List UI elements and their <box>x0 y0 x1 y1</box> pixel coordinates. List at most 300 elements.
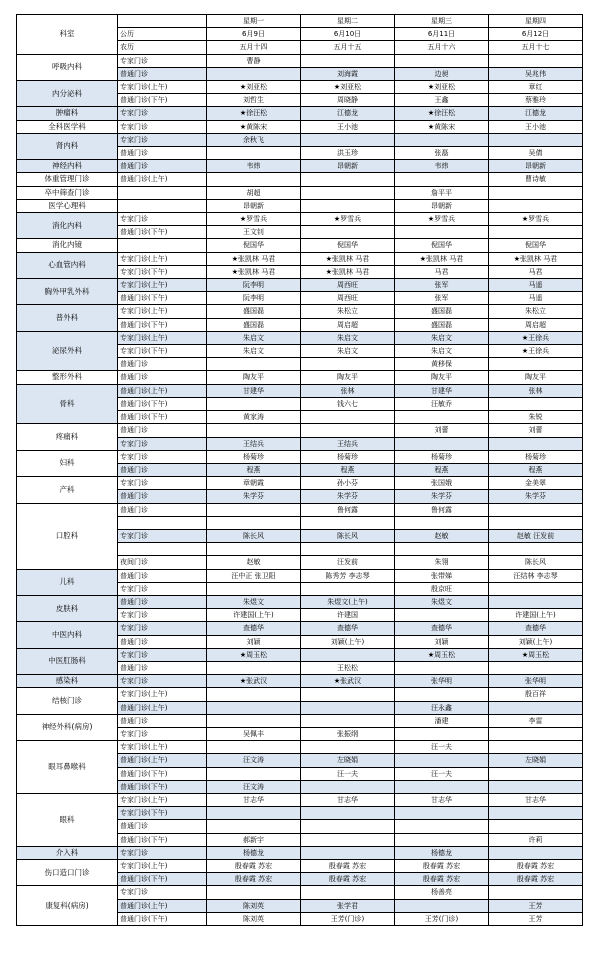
clinic-type <box>118 186 207 199</box>
doctor-cell: 鲁何露 <box>395 503 489 516</box>
lunar-date: 五月十四 <box>207 41 301 54</box>
doctor-cell: 曹静 <box>207 54 301 67</box>
doctor-cell: 朱学芬 <box>395 490 489 503</box>
clinic-type: 普通门诊 <box>118 503 207 516</box>
doctor-cell: 朱学芬 <box>207 490 301 503</box>
doctor-cell <box>301 886 395 899</box>
doctor-cell: 张林 <box>301 384 395 397</box>
doctor-cell: 盛国磊 <box>395 305 489 318</box>
schedule-row <box>17 793 583 806</box>
doctor-cell: 张华明 <box>489 675 583 688</box>
doctor-cell: 陶友平 <box>301 371 395 384</box>
doctor-cell <box>489 543 583 556</box>
department-name: 口腔科 <box>17 503 118 569</box>
doctor-cell: 昂朝新 <box>395 199 489 212</box>
department-name: 神经外科(病房) <box>17 714 118 740</box>
doctor-cell: 钱六七 <box>301 397 395 410</box>
doctor-cell: 陶友平 <box>207 371 301 384</box>
doctor-cell <box>489 820 583 833</box>
doctor-cell: 黄家涛 <box>207 411 301 424</box>
doctor-cell: 张林 <box>489 384 583 397</box>
schedule-row <box>17 199 583 212</box>
doctor-cell <box>207 807 301 820</box>
schedule-page <box>16 14 582 926</box>
doctor-cell: 胡超 <box>207 186 301 199</box>
department-name: 疼痛科 <box>17 424 118 450</box>
doctor-cell <box>489 226 583 239</box>
clinic-type: 专家门诊(上午) <box>118 688 207 701</box>
schedule-row <box>17 569 583 582</box>
doctor-cell: 朱翎 <box>395 556 489 569</box>
doctor-cell: 朱启文 <box>301 331 395 344</box>
clinic-type: 专家门诊 <box>118 886 207 899</box>
schedule-row <box>17 186 583 199</box>
header-row-weekday <box>17 15 583 28</box>
doctor-cell: 程燕 <box>395 463 489 476</box>
doctor-cell <box>489 595 583 608</box>
doctor-cell: 程燕 <box>489 463 583 476</box>
doctor-cell: 周西旺 <box>301 292 395 305</box>
doctor-cell <box>489 199 583 212</box>
doctor-cell: 朱煜文 <box>207 595 301 608</box>
doctor-cell <box>395 661 489 674</box>
doctor-cell: ★张凯林 马君 <box>301 265 395 278</box>
doctor-cell: 王结兵 <box>207 437 301 450</box>
doctor-cell: 甘志华 <box>395 793 489 806</box>
doctor-cell: 甘建华 <box>395 384 489 397</box>
doctor-cell <box>301 780 395 793</box>
doctor-cell: 李雷 <box>489 714 583 727</box>
department-name: 眼耳鼻喉科 <box>17 741 118 794</box>
doctor-cell: 金美翠 <box>489 477 583 490</box>
doctor-cell: 王芳(门诊) <box>301 912 395 925</box>
doctor-cell: 殷春霞 苏宏 <box>207 859 301 872</box>
doctor-cell <box>301 54 395 67</box>
clinic-type: 专家门诊 <box>118 727 207 740</box>
doctor-cell: 汪永鑫 <box>395 701 489 714</box>
department-name: 心血管内科 <box>17 252 118 278</box>
doctor-cell: 汪敏乔 <box>395 397 489 410</box>
doctor-cell: 盛国磊 <box>207 318 301 331</box>
clinic-type: 普通门诊 <box>118 424 207 437</box>
department-name: 妇科 <box>17 450 118 476</box>
schedule-row <box>17 477 583 490</box>
doctor-cell: 殷春霞 苏宏 <box>489 873 583 886</box>
doctor-cell <box>489 886 583 899</box>
clinic-type: 专家门诊(下午) <box>118 345 207 358</box>
schedule-row <box>17 81 583 94</box>
doctor-cell <box>395 54 489 67</box>
doctor-cell <box>489 807 583 820</box>
doctor-cell: 殷春霞 苏宏 <box>301 873 395 886</box>
doctor-cell <box>207 582 301 595</box>
doctor-cell: 马君 <box>395 265 489 278</box>
doctor-cell: 陈刘英 <box>207 912 301 925</box>
doctor-cell <box>207 397 301 410</box>
department-name: 眼科 <box>17 793 118 846</box>
doctor-cell: ★张凯林 马君 <box>395 252 489 265</box>
lunar-date: 五月十七 <box>489 41 583 54</box>
doctor-cell <box>395 754 489 767</box>
department-name: 呼吸内科 <box>17 54 118 80</box>
department-name: 肿瘤科 <box>17 107 118 120</box>
department-name: 骨科 <box>17 384 118 424</box>
clinic-type: 专家门诊(上午) <box>118 305 207 318</box>
doctor-cell: 朱学芬 <box>301 490 395 503</box>
doctor-cell: 陈长风 <box>207 529 301 542</box>
schedule-row <box>17 886 583 899</box>
doctor-cell: 张军 <box>395 292 489 305</box>
schedule-row <box>17 450 583 463</box>
schedule-row <box>17 675 583 688</box>
doctor-cell: 余秋飞 <box>207 133 301 146</box>
doctor-cell: 江德龙 <box>301 107 395 120</box>
doctor-cell <box>489 727 583 740</box>
doctor-cell: 汪一夫 <box>301 767 395 780</box>
doctor-cell <box>301 516 395 529</box>
doctor-cell: ★罗雪兵 <box>301 213 395 226</box>
schedule-row <box>17 859 583 872</box>
clinic-type: 普通门诊(下午) <box>118 833 207 846</box>
doctor-cell: 马遥 <box>489 279 583 292</box>
doctor-cell: 甘志华 <box>489 793 583 806</box>
clinic-type: 专家门诊 <box>118 437 207 450</box>
clinic-type: 专家门诊 <box>118 213 207 226</box>
clinic-type: 普通门诊(下午) <box>118 226 207 239</box>
clinic-type: 普通门诊 <box>118 661 207 674</box>
doctor-cell: 王小池 <box>301 120 395 133</box>
doctor-cell: ★刘亚松 <box>395 81 489 94</box>
doctor-cell <box>301 173 395 186</box>
doctor-cell: 杨德龙 <box>395 846 489 859</box>
doctor-cell <box>395 437 489 450</box>
department-name: 消化内镜 <box>17 239 118 252</box>
doctor-cell: 陶友平 <box>489 371 583 384</box>
doctor-cell <box>489 582 583 595</box>
clinic-type: 普通门诊(下午) <box>118 94 207 107</box>
doctor-cell: 王芳 <box>489 899 583 912</box>
doctor-cell: ★王徐兵 <box>489 345 583 358</box>
lunar-label: 农历 <box>118 41 207 54</box>
schedule-row <box>17 54 583 67</box>
doctor-cell: 朱松立 <box>301 305 395 318</box>
clinic-type: 普通门诊(下午) <box>118 411 207 424</box>
gregorian-date: 6月12日 <box>489 28 583 41</box>
department-name: 介入科 <box>17 846 118 859</box>
doctor-cell: 昂朝新 <box>489 160 583 173</box>
doctor-cell: 詹平平 <box>395 186 489 199</box>
doctor-cell <box>301 820 395 833</box>
doctor-cell <box>395 688 489 701</box>
doctor-cell: 许建国(上午) <box>489 609 583 622</box>
doctor-cell <box>489 701 583 714</box>
department-name: 儿科 <box>17 569 118 595</box>
doctor-cell <box>489 503 583 516</box>
doctor-cell: ★徐汪松 <box>395 107 489 120</box>
clinic-type: 普通门诊 <box>118 147 207 160</box>
doctor-cell: 朱煜文 <box>395 595 489 608</box>
clinic-type: 普通门诊 <box>118 463 207 476</box>
clinic-type: 专家门诊 <box>118 450 207 463</box>
doctor-cell <box>489 767 583 780</box>
lunar-date: 五月十五 <box>301 41 395 54</box>
department-name: 消化内科 <box>17 213 118 239</box>
doctor-cell <box>207 358 301 371</box>
doctor-cell <box>489 780 583 793</box>
schedule-row <box>17 714 583 727</box>
doctor-cell <box>301 186 395 199</box>
doctor-cell: 朱启文 <box>395 331 489 344</box>
clinic-type: 普通门诊(上午) <box>118 754 207 767</box>
doctor-cell: 王芳 <box>489 912 583 925</box>
clinic-type: 普通门诊 <box>118 358 207 371</box>
doctor-cell: 殷春霞 苏宏 <box>489 859 583 872</box>
weekday-wed: 星期三 <box>395 15 489 28</box>
clinic-type: 专家门诊 <box>118 529 207 542</box>
doctor-cell <box>207 173 301 186</box>
department-name: 卒中筛查门诊 <box>17 186 118 199</box>
doctor-cell: 周启超 <box>489 318 583 331</box>
department-name: 康复科(病房) <box>17 886 118 926</box>
doctor-cell: 洪玉珍 <box>301 147 395 160</box>
doctor-cell: 王结兵 <box>301 437 395 450</box>
doctor-cell <box>301 133 395 146</box>
schedule-row <box>17 239 583 252</box>
clinic-type: 专家门诊(下午) <box>118 807 207 820</box>
clinic-type: 专家门诊(上午) <box>118 793 207 806</box>
doctor-cell <box>301 648 395 661</box>
doctor-cell: 吴兆伟 <box>489 67 583 80</box>
doctor-cell: 刘颖 <box>395 635 489 648</box>
doctor-cell: 盛国磊 <box>207 305 301 318</box>
schedule-row <box>17 133 583 146</box>
doctor-cell <box>301 833 395 846</box>
doctor-cell: 刘蕾 <box>489 424 583 437</box>
doctor-cell: ★王徐兵 <box>489 331 583 344</box>
clinic-type: 专家门诊 <box>118 477 207 490</box>
doctor-cell <box>395 543 489 556</box>
doctor-cell <box>301 226 395 239</box>
doctor-cell: ★罗雪兵 <box>207 213 301 226</box>
doctor-cell <box>207 67 301 80</box>
clinic-type: 专家门诊 <box>118 133 207 146</box>
doctor-cell: 张国娥 <box>395 477 489 490</box>
clinic-type: 普通门诊(下午) <box>118 873 207 886</box>
clinic-type: 专家门诊(上午) <box>118 331 207 344</box>
department-name: 中医肛肠科 <box>17 648 118 674</box>
doctor-cell: ★周玉松 <box>489 648 583 661</box>
clinic-type: 专家门诊 <box>118 609 207 622</box>
doctor-cell: 查德华 <box>395 622 489 635</box>
doctor-cell: ★张凯林 马君 <box>301 252 395 265</box>
doctor-cell <box>301 358 395 371</box>
clinic-type: 专家门诊 <box>118 675 207 688</box>
gregorian-date: 6月11日 <box>395 28 489 41</box>
clinic-type: 普通门诊(上午) <box>118 173 207 186</box>
doctor-cell: 杨菊珍 <box>207 450 301 463</box>
doctor-cell: 张军 <box>395 279 489 292</box>
doctor-cell: 赵敏 <box>395 529 489 542</box>
department-name: 整形外科 <box>17 371 118 384</box>
doctor-cell <box>301 543 395 556</box>
doctor-cell <box>489 437 583 450</box>
doctor-cell <box>301 701 395 714</box>
clinic-type: 普通门诊(下午) <box>118 318 207 331</box>
clinic-type: 普通门诊(上午) <box>118 701 207 714</box>
schedule-row <box>17 107 583 120</box>
clinic-type <box>118 239 207 252</box>
doctor-cell <box>207 820 301 833</box>
doctor-cell: 刘颖 <box>207 635 301 648</box>
doctor-cell: 章朝霞 <box>207 477 301 490</box>
doctor-cell: 朱煜文(上午) <box>301 595 395 608</box>
doctor-cell <box>395 727 489 740</box>
doctor-cell: 周西旺 <box>301 279 395 292</box>
clinic-type: 普通门诊(下午) <box>118 767 207 780</box>
schedule-row <box>17 384 583 397</box>
doctor-cell: 张华明 <box>395 675 489 688</box>
gregorian-label: 公历 <box>118 28 207 41</box>
doctor-cell: 朱学芬 <box>489 490 583 503</box>
weekday-mon: 星期一 <box>207 15 301 28</box>
clinic-type: 普通门诊 <box>118 714 207 727</box>
schedule-row <box>17 371 583 384</box>
doctor-cell: ★张武汉 <box>301 675 395 688</box>
doctor-cell: 周晓静 <box>301 94 395 107</box>
doctor-cell <box>489 661 583 674</box>
clinic-type: 普通门诊 <box>118 67 207 80</box>
schedule-row <box>17 279 583 292</box>
doctor-cell <box>207 688 301 701</box>
doctor-cell: ★张武汉 <box>207 675 301 688</box>
doctor-cell: ★罗雪兵 <box>395 213 489 226</box>
doctor-cell: 陈刘英 <box>207 899 301 912</box>
doctor-cell: 甘志华 <box>301 793 395 806</box>
clinic-type: 专家门诊 <box>118 846 207 859</box>
department-name: 胸外甲乳外科 <box>17 279 118 305</box>
doctor-cell <box>395 899 489 912</box>
department-name: 泌尿外科 <box>17 331 118 371</box>
clinic-type: 专家门诊(下午) <box>118 265 207 278</box>
doctor-cell <box>207 886 301 899</box>
doctor-cell <box>207 741 301 754</box>
doctor-cell: 潘建 <box>395 714 489 727</box>
doctor-cell: 王鑫 <box>395 94 489 107</box>
doctor-cell: 王松松 <box>301 661 395 674</box>
doctor-cell: ★张凯林 马君 <box>207 252 301 265</box>
doctor-cell <box>395 807 489 820</box>
doctor-cell: ★周玉松 <box>395 648 489 661</box>
doctor-cell: 曹诗敏 <box>489 173 583 186</box>
clinic-type <box>118 543 207 556</box>
doctor-cell: 赵敏 <box>207 556 301 569</box>
schedule-row <box>17 160 583 173</box>
doctor-cell: 杨善亮 <box>395 886 489 899</box>
doctor-cell <box>395 780 489 793</box>
weekday-thu: 星期四 <box>489 15 583 28</box>
schedule-row <box>17 331 583 344</box>
doctor-cell: 陈秀芳 李志琴 <box>301 569 395 582</box>
doctor-cell <box>301 424 395 437</box>
clinic-type: 普通门诊 <box>118 371 207 384</box>
doctor-cell <box>207 767 301 780</box>
doctor-cell: 汪文涛 <box>207 780 301 793</box>
clinic-type: 专家门诊 <box>118 648 207 661</box>
doctor-cell: 杨菊珍 <box>395 450 489 463</box>
doctor-cell: 陈长风 <box>301 529 395 542</box>
clinic-type: 普通门诊(下午) <box>118 912 207 925</box>
doctor-cell: 汪发前 <box>301 556 395 569</box>
schedule-row <box>17 503 583 516</box>
doctor-cell: 朱锐 <box>489 411 583 424</box>
clinic-type: 普通门诊 <box>118 569 207 582</box>
doctor-cell: 郝新宇 <box>207 833 301 846</box>
doctor-cell <box>395 820 489 833</box>
doctor-cell <box>301 411 395 424</box>
doctor-cell: 刘蕾 <box>395 424 489 437</box>
doctor-cell: 朱启文 <box>395 345 489 358</box>
schedule-row <box>17 173 583 186</box>
doctor-cell: 甘建华 <box>207 384 301 397</box>
doctor-cell: 汪一夫 <box>395 767 489 780</box>
department-name: 神经内科 <box>17 160 118 173</box>
doctor-cell: 朱松立 <box>489 305 583 318</box>
doctor-cell: 查德华 <box>301 622 395 635</box>
doctor-cell <box>395 133 489 146</box>
doctor-cell: 王芳(门诊) <box>395 912 489 925</box>
clinic-type: 专家门诊(上午) <box>118 741 207 754</box>
doctor-cell: 左晓娟 <box>489 754 583 767</box>
doctor-cell <box>489 133 583 146</box>
doctor-cell: 吴佩丰 <box>207 727 301 740</box>
doctor-cell: 殷春霞 苏宏 <box>207 873 301 886</box>
doctor-cell: 陶友平 <box>395 371 489 384</box>
clinic-type: 专家门诊(上午) <box>118 279 207 292</box>
clinic-type: 专家门诊(上午) <box>118 81 207 94</box>
doctor-cell: 程燕 <box>207 463 301 476</box>
schedule-row <box>17 648 583 661</box>
clinic-type: 普通门诊(下午) <box>118 292 207 305</box>
doctor-cell: 刘海霞 <box>301 67 395 80</box>
department-name: 内分泌科 <box>17 81 118 107</box>
doctor-cell <box>301 199 395 212</box>
doctor-cell <box>301 846 395 859</box>
clinic-type: 专家门诊 <box>118 582 207 595</box>
schedule-row <box>17 213 583 226</box>
doctor-cell: 许建国 <box>301 609 395 622</box>
doctor-cell <box>207 714 301 727</box>
doctor-cell: 黄移保 <box>395 358 489 371</box>
schedule-row <box>17 595 583 608</box>
doctor-cell: ★黄陈宋 <box>395 120 489 133</box>
doctor-cell <box>301 807 395 820</box>
clinic-type <box>118 199 207 212</box>
doctor-cell <box>395 173 489 186</box>
doctor-cell <box>489 186 583 199</box>
schedule-row <box>17 622 583 635</box>
doctor-cell: ★张凯林 马君 <box>489 252 583 265</box>
doctor-cell: 刘颖(上午) <box>301 635 395 648</box>
schedule-row <box>17 846 583 859</box>
doctor-cell: 殷百祥 <box>489 688 583 701</box>
doctor-cell: 朱启文 <box>207 345 301 358</box>
doctor-cell: 张振纲 <box>301 727 395 740</box>
clinic-type: 普通门诊 <box>118 635 207 648</box>
clinic-type: 普通门诊(上午) <box>118 899 207 912</box>
lunar-date: 五月十六 <box>395 41 489 54</box>
doctor-cell <box>207 424 301 437</box>
doctor-cell <box>207 701 301 714</box>
